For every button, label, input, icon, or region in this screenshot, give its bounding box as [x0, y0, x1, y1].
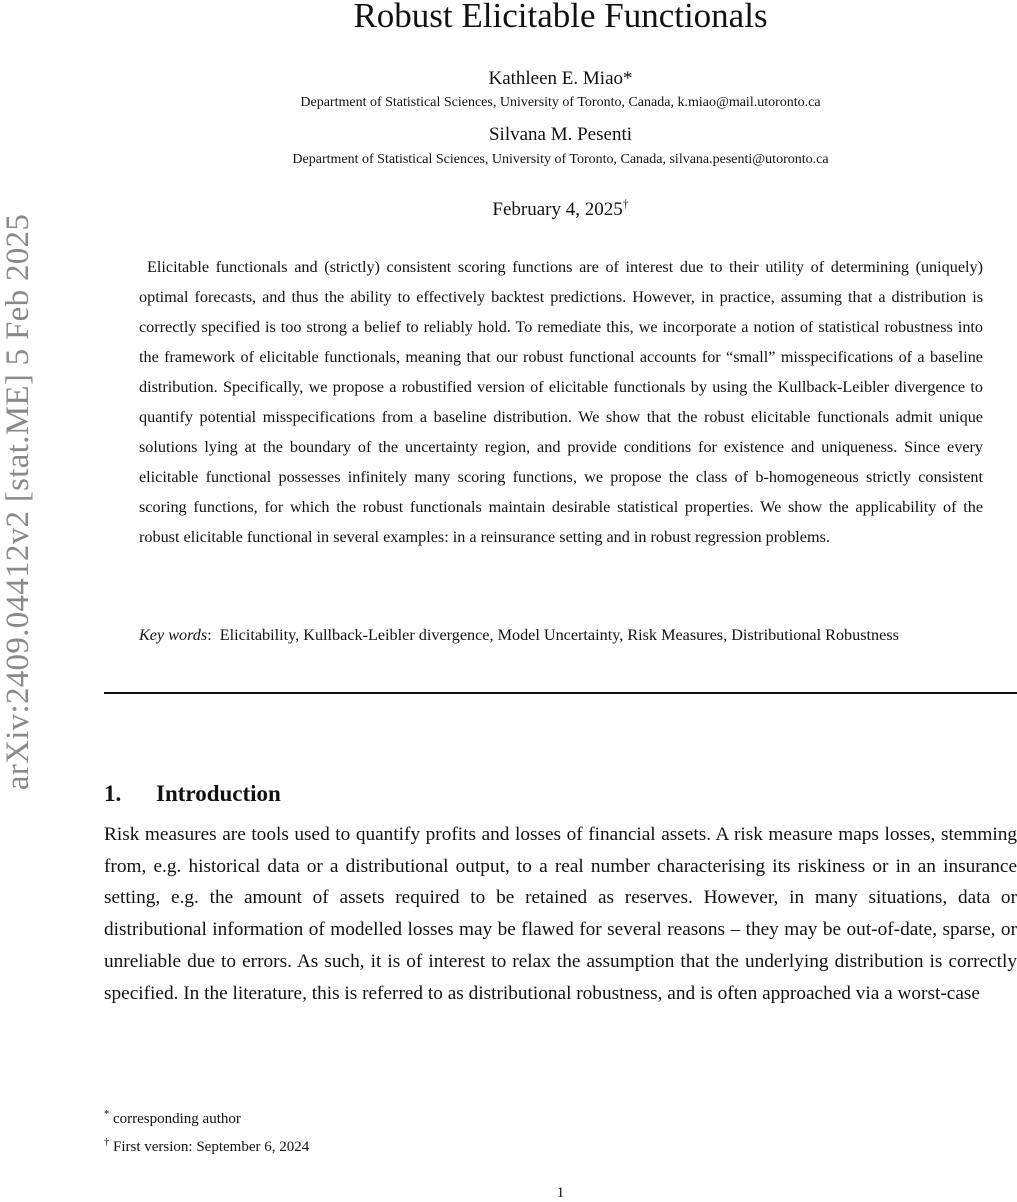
footnote-mark: *: [104, 1109, 110, 1120]
author-affiliation: Department of Statistical Sciences, University of Toronto, Canada, k.miao@mail.utoronto.ca: [300, 95, 821, 110]
paper-date: [104, 199, 1017, 221]
date-text: February 4, 2025: [492, 199, 623, 220]
footnote-mark: †: [104, 1137, 110, 1148]
date-footnote-mark: †: [622, 197, 629, 211]
section-heading: [104, 781, 281, 807]
page-number: 1: [556, 1185, 565, 1201]
author-name: Kathleen E. Miao*: [488, 68, 633, 89]
footnote-text: corresponding author: [113, 1111, 241, 1127]
arxiv-identifier-stamp: arXiv:2409.04412v2 [stat.ME] 5 Feb 2025: [0, 213, 36, 791]
keywords-label: Key words: [139, 626, 208, 644]
abstract: Elicitable functionals and (strictly) consistent scoring functions are of interest due to their utility of determining (uniquely) optimal forecasts, and thus the ability to effectively backtest predictions. However, in practice, assuming that a distribution is correctly specified is too strong a belief to reliably hold. To remediate this, we incorporate a notion of statistical robustness into the framework of elicitable functionals, meaning that our robust functional accounts for “small” misspecifications of a baseline distribution. Specifically, we propose a robustified version of elicitable functionals by using the Kullback-Leibler divergence to quantify potential misspecifications from a baseline distribution. We show that the robust elicitable functionals admit unique solutions lying at the boundary of the uncertainty region, and provide conditions for existence and uniqueness. Since every elicitable functional possesses infinitely many scoring functions, we propose the class of b-homogeneous strictly consistent scoring functions, for which the robust functionals maintain desirable statistical properties. We show the applicability of the robust elicitable functional in several examples: in a reinsurance setting and in robust regression problems.: [139, 258, 983, 546]
section-number: 1.: [104, 781, 122, 806]
keywords: Key words: Elicitability, Kullback-Leibler divergence, Model Uncertainty, Risk Measures, Distributional Robustness: [139, 626, 899, 644]
section-divider: [104, 692, 1017, 694]
introduction-paragraph: Risk measures are tools used to quantify profits and losses of financial assets. A risk measure maps losses, stemming from, e.g. historical data or a distributional output, to a real number characterising its riskiness or in an insurance setting, e.g. the amount of assets required to be retained as reserves. However, in many situations, data or distributional information of modelled losses may be flawed for several reasons – they may be out-of-date, sparse, or unreliable due to errors. As such, it is of interest to relax the assumption that the underlying distribution is correctly specified. In the literature, this is referred to as distributional robustness, and is often approached via a worst-case: [104, 824, 1017, 1004]
footnote-text: First version: September 6, 2024: [113, 1139, 310, 1155]
footnote: [104, 1105, 1017, 1133]
footnotes: [104, 1105, 1017, 1161]
author-affiliation: Department of Statistical Sciences, University of Toronto, Canada, silvana.pesenti@utoronto.ca: [292, 152, 829, 167]
author-name: Silvana M. Pesenti: [488, 124, 633, 145]
section-title: Introduction: [156, 781, 281, 806]
paper-title: Robust Elicitable Functionals: [353, 0, 768, 35]
footnote: [104, 1133, 1017, 1161]
keywords-text: Elicitability, Kullback-Leibler divergence, Model Uncertainty, Risk Measures, Distributional Robustness: [219, 626, 899, 644]
